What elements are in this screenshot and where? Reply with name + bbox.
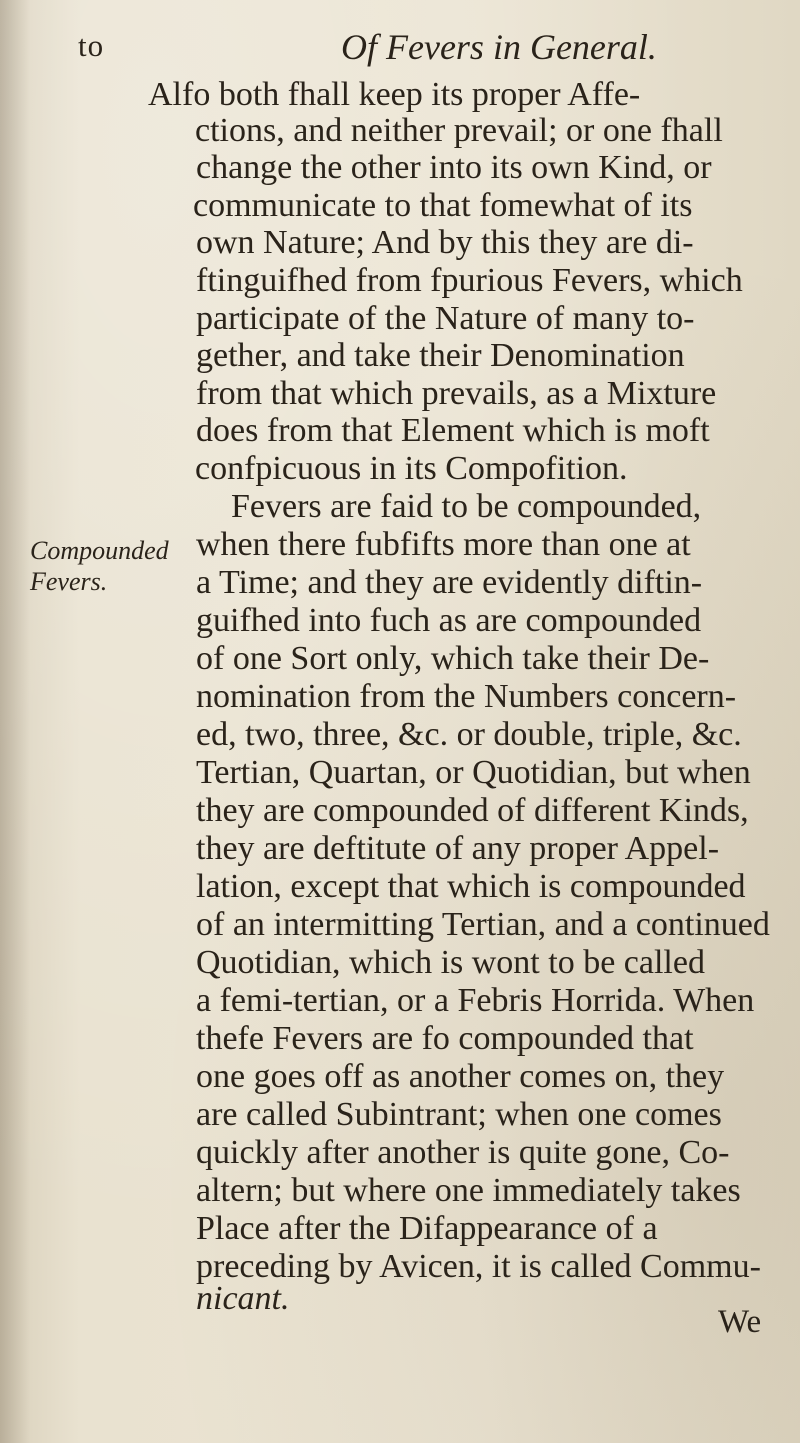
text-line: a Time; and they are evidently diftin- xyxy=(196,564,703,601)
text-line: a femi-tertian, or a Febris Horrida. When xyxy=(196,982,755,1019)
text-line: are called Subintrant; when one comes xyxy=(196,1096,722,1133)
text-line: participate of the Nature of many to- xyxy=(196,300,695,337)
text-line: preceding by Avicen, it is called Commu- xyxy=(196,1248,761,1285)
text-line: does from that Element which is moft xyxy=(196,412,710,449)
text-line: own Nature; And by this they are di- xyxy=(196,224,694,261)
text-line: change the other into its own Kind, or xyxy=(196,149,712,186)
text-line: of one Sort only, which take their De- xyxy=(196,640,710,677)
text-line: when there fubfifts more than one at xyxy=(196,526,691,563)
text-line: of an intermitting Tertian, and a continued xyxy=(196,906,770,943)
margin-note-line: Compounded xyxy=(30,536,169,565)
text-line: ed, two, three, &c. or double, triple, &c. xyxy=(196,716,742,753)
text-line: ctions, and neither prevail; or one fhall xyxy=(195,112,723,149)
text-line: nomination from the Numbers concern- xyxy=(196,678,737,715)
text-line: guifhed into fuch as are compounded xyxy=(196,602,702,639)
text-line: from that which prevails, as a Mixture xyxy=(196,375,717,412)
text-line: Tertian, Quartan, or Quotidian, but when xyxy=(196,754,751,791)
running-head: Of Fevers in General. xyxy=(341,27,657,67)
text-line: nicant. xyxy=(196,1280,290,1317)
text-line: Place after the Difappearance of a xyxy=(196,1210,658,1247)
text-line: Quotidian, which is wont to be called xyxy=(196,944,705,981)
text-line: gether, and take their Denomination xyxy=(196,337,685,374)
margin-note-line: Fevers. xyxy=(30,567,108,596)
text-line: one goes off as another comes on, they xyxy=(196,1058,725,1095)
text-line: lation, except that which is compounded xyxy=(196,868,746,905)
text-line: altern; but where one immediately takes xyxy=(196,1172,741,1209)
text-line: communicate to that fomewhat of its xyxy=(193,187,693,224)
text-line: thefe Fevers are fo compounded that xyxy=(196,1020,694,1057)
page-number: to xyxy=(78,28,105,63)
text-line: they are deftitute of any proper Appel- xyxy=(196,830,720,867)
text-line: ftinguifhed from fpurious Fevers, which xyxy=(196,262,743,299)
text-line: they are compounded of different Kinds, xyxy=(196,792,749,829)
catchword: We xyxy=(718,1304,762,1340)
text-line: Alfo both fhall keep its proper Affe- xyxy=(148,76,641,113)
text-line: quickly after another is quite gone, Co- xyxy=(196,1134,730,1171)
text-line: confpicuous in its Compofition. xyxy=(195,450,628,487)
text-line: Fevers are faid to be compounded, xyxy=(231,488,702,525)
